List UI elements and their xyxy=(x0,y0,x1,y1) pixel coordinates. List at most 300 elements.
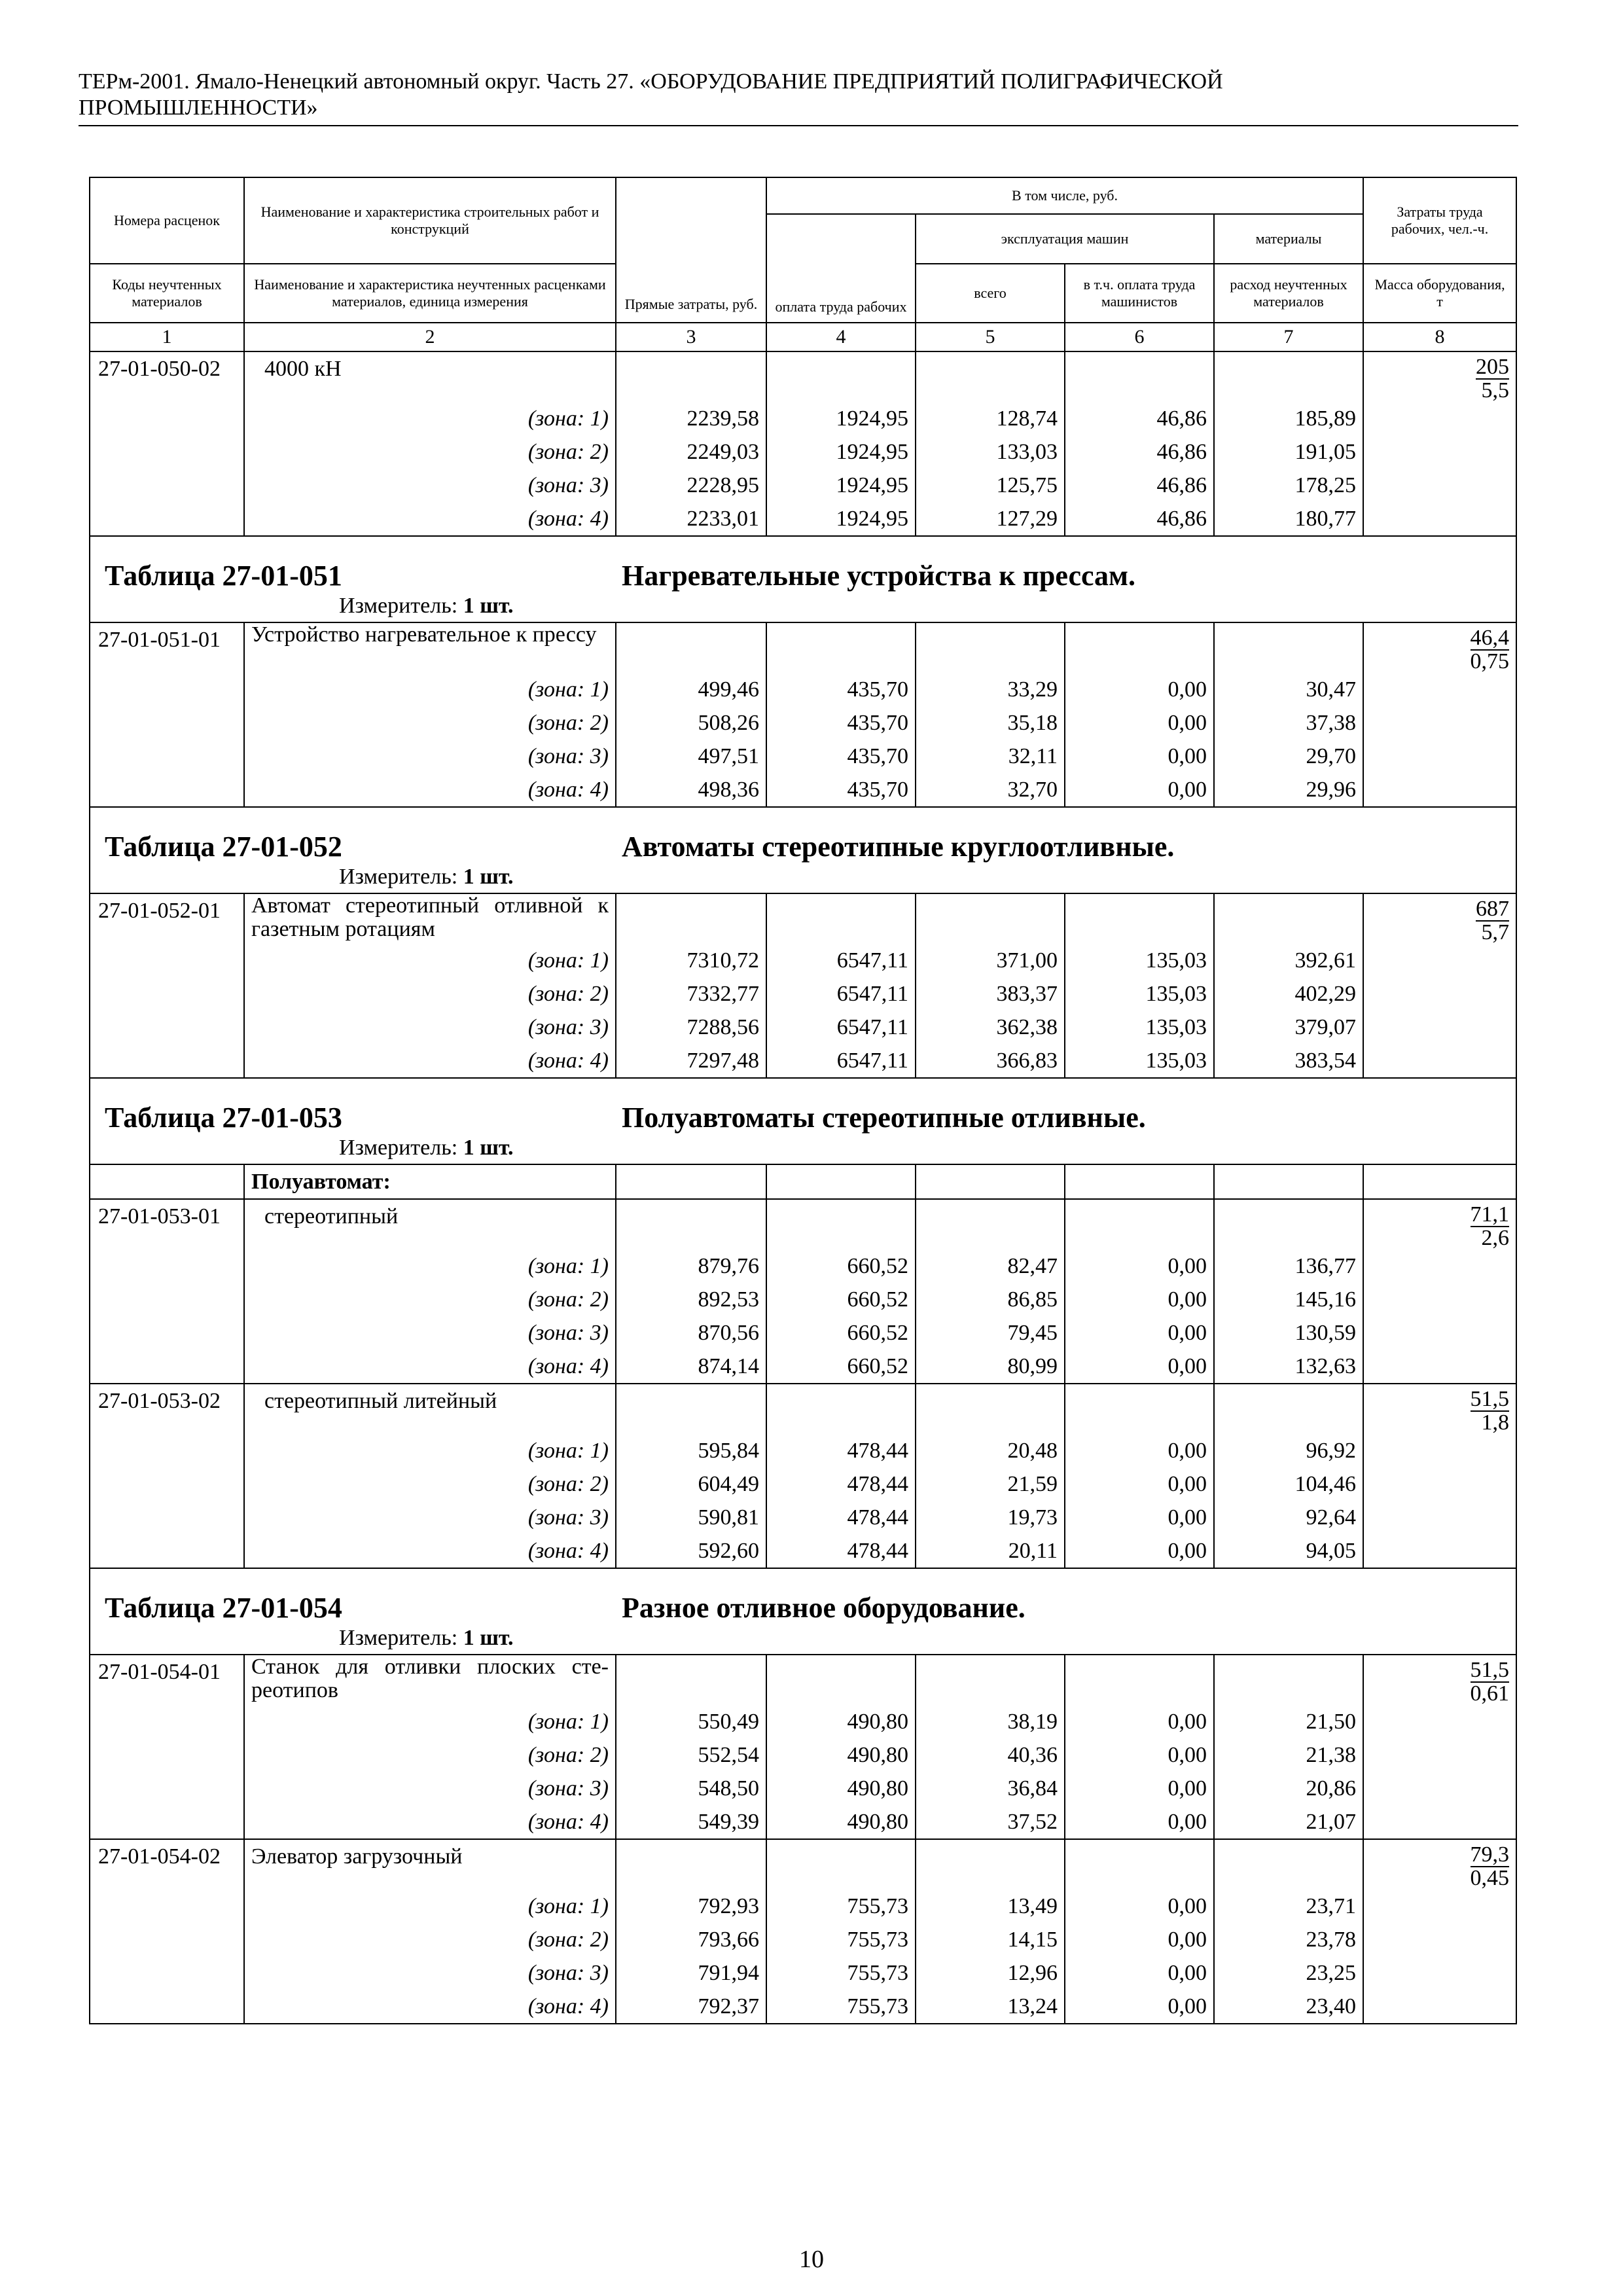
zone-label: (зона: 2) xyxy=(244,706,616,740)
header-line-1: ТЕРм-2001. Ямало-Ненецкий автономный округ. Часть 27. «ОБОРУДОВАНИЕ ПРЕДПРИЯТИЙ ПОЛИГРАФИЧЕСКОЙ xyxy=(79,69,1223,94)
column-number: 8 xyxy=(1363,323,1516,351)
column-number: 2 xyxy=(244,323,616,351)
zone-row xyxy=(90,673,1516,706)
zone-value: 92,64 xyxy=(1214,1501,1363,1534)
zone-label: (зона: 1) xyxy=(244,944,616,977)
labor-value: 687 xyxy=(1476,897,1510,921)
zone-row xyxy=(90,1011,1516,1044)
zone-value: 133,03 xyxy=(916,435,1065,469)
zone-row xyxy=(90,1923,1516,1956)
item-name: Автомат стереотипный отливной к газетным ротациям xyxy=(244,894,616,944)
zone-value: 0,00 xyxy=(1065,1772,1214,1805)
header-vtch: в т.ч. оплата труда машинистов xyxy=(1065,264,1214,323)
zone-row xyxy=(90,1890,1516,1923)
item-row xyxy=(90,623,1516,673)
labor-mass-cell xyxy=(1363,1655,1516,1705)
item-row xyxy=(90,1655,1516,1705)
header-rashod: расход неучтенных материалов xyxy=(1214,264,1363,323)
zone-value: 32,11 xyxy=(916,740,1065,773)
zone-row xyxy=(90,1316,1516,1350)
zone-value: 490,80 xyxy=(766,1772,916,1805)
zone-label: (зона: 4) xyxy=(244,502,616,536)
zone-row xyxy=(90,740,1516,773)
zone-value: 191,05 xyxy=(1214,435,1363,469)
column-number: 4 xyxy=(766,323,916,351)
zone-value: 20,48 xyxy=(916,1434,1065,1467)
item-code: 27-01-054-02 xyxy=(90,1840,244,1890)
mass-value: 1,8 xyxy=(1481,1410,1510,1434)
zone-row xyxy=(90,706,1516,740)
zone-label: (зона: 3) xyxy=(244,1956,616,1990)
zone-row xyxy=(90,1350,1516,1384)
zone-label: (зона: 2) xyxy=(244,977,616,1011)
zone-value: 0,00 xyxy=(1065,1249,1214,1283)
zone-row xyxy=(90,977,1516,1011)
zone-value: 40,36 xyxy=(916,1738,1065,1772)
zone-value: 478,44 xyxy=(766,1501,916,1534)
mass-value: 5,5 xyxy=(1481,378,1510,402)
measure-label: Измеритель: xyxy=(339,865,458,889)
zone-value: 791,94 xyxy=(616,1956,766,1990)
measure-row xyxy=(90,1135,1516,1164)
zone-value: 435,70 xyxy=(766,773,916,807)
zone-label: (зона: 2) xyxy=(244,1467,616,1501)
measure-line xyxy=(90,1625,1516,1655)
column-numbers-row xyxy=(90,323,1516,351)
zone-row xyxy=(90,1772,1516,1805)
zone-value: 36,84 xyxy=(916,1772,1065,1805)
column-number: 7 xyxy=(1214,323,1363,351)
zone-value: 127,29 xyxy=(916,502,1065,536)
table-title-row xyxy=(90,807,1516,864)
labor-value: 46,4 xyxy=(1470,626,1510,650)
zone-value: 80,99 xyxy=(916,1350,1065,1384)
zone-label: (зона: 1) xyxy=(244,673,616,706)
item-name: Элеватор загрузочный xyxy=(244,1840,616,1890)
zone-value: 874,14 xyxy=(616,1350,766,1384)
item-name: 4000 кН xyxy=(244,352,616,402)
labor-mass-fraction xyxy=(1476,898,1509,944)
zone-value: 29,70 xyxy=(1214,740,1363,773)
item-name: стереотипный xyxy=(244,1200,616,1249)
zone-value: 6547,11 xyxy=(766,1011,916,1044)
labor-mass-fraction xyxy=(1471,627,1510,673)
zone-value: 590,81 xyxy=(616,1501,766,1534)
zone-value: 0,00 xyxy=(1065,773,1214,807)
table-title xyxy=(90,536,1516,593)
zone-row xyxy=(90,1467,1516,1501)
zone-value: 96,92 xyxy=(1214,1434,1363,1467)
zone-value: 755,73 xyxy=(766,1990,916,2024)
header-materialy: материалы xyxy=(1214,214,1363,264)
zone-label: (зона: 1) xyxy=(244,1434,616,1467)
zone-value: 32,70 xyxy=(916,773,1065,807)
zone-label: (зона: 4) xyxy=(244,1990,616,2024)
zone-value: 0,00 xyxy=(1065,1534,1214,1568)
zone-row xyxy=(90,469,1516,502)
column-number: 6 xyxy=(1065,323,1214,351)
zone-value: 879,76 xyxy=(616,1249,766,1283)
zone-value: 86,85 xyxy=(916,1283,1065,1316)
zone-value: 7297,48 xyxy=(616,1044,766,1078)
zone-label: (зона: 3) xyxy=(244,1501,616,1534)
item-code: 27-01-053-02 xyxy=(90,1384,244,1434)
measure-value: 1 шт. xyxy=(463,594,514,618)
zone-label: (зона: 4) xyxy=(244,1350,616,1384)
zone-value: 490,80 xyxy=(766,1805,916,1839)
zone-value: 19,73 xyxy=(916,1501,1065,1534)
measure-row xyxy=(90,593,1516,622)
zone-value: 21,38 xyxy=(1214,1738,1363,1772)
header-v-tom-chisle: В том числе, руб. xyxy=(766,177,1363,214)
labor-mass-fraction xyxy=(1476,356,1509,402)
zone-value: 20,86 xyxy=(1214,1772,1363,1805)
zone-value: 508,26 xyxy=(616,706,766,740)
zone-row xyxy=(90,1738,1516,1772)
zone-label: (зона: 4) xyxy=(244,773,616,807)
zone-value: 29,96 xyxy=(1214,773,1363,807)
zone-value: 870,56 xyxy=(616,1316,766,1350)
group-label: Полуавтомат: xyxy=(244,1165,616,1199)
zone-value: 21,59 xyxy=(916,1467,1065,1501)
page-number: 10 xyxy=(799,2246,824,2273)
header-zatraty: Затраты труда рабочих, чел.-ч. xyxy=(1363,177,1516,264)
zone-value: 135,03 xyxy=(1065,1011,1214,1044)
zone-label: (зона: 2) xyxy=(244,1738,616,1772)
zone-row xyxy=(90,1249,1516,1283)
zone-value: 94,05 xyxy=(1214,1534,1363,1568)
zone-value: 0,00 xyxy=(1065,1890,1214,1923)
item-code: 27-01-054-01 xyxy=(90,1655,244,1705)
measure-row xyxy=(90,1625,1516,1655)
zone-value: 499,46 xyxy=(616,673,766,706)
item-name: Станок для отливки плоских сте-реотипов xyxy=(244,1655,616,1705)
zone-value: 792,37 xyxy=(616,1990,766,2024)
header-naimenovanie-2: Наименование и характеристика неучтенных расценками материалов, единица измерения xyxy=(244,264,616,323)
zone-value: 490,80 xyxy=(766,1705,916,1738)
zone-value: 2249,03 xyxy=(616,435,766,469)
zone-label: (зона: 3) xyxy=(244,1011,616,1044)
zone-value: 0,00 xyxy=(1065,1467,1214,1501)
labor-value: 51,5 xyxy=(1470,1387,1510,1411)
zone-label: (зона: 1) xyxy=(244,1249,616,1283)
zone-value: 478,44 xyxy=(766,1534,916,1568)
zone-label: (зона: 4) xyxy=(244,1044,616,1078)
table-title xyxy=(90,1568,1516,1625)
labor-mass-fraction xyxy=(1471,1204,1510,1249)
zone-value: 435,70 xyxy=(766,706,916,740)
table-title xyxy=(90,807,1516,864)
zone-value: 755,73 xyxy=(766,1923,916,1956)
zone-value: 755,73 xyxy=(766,1890,916,1923)
table-title-text: Полуавтоматы стереотипные отливные. xyxy=(622,1102,1146,1134)
zone-value: 660,52 xyxy=(766,1249,916,1283)
zone-value: 20,11 xyxy=(916,1534,1065,1568)
zone-value: 383,37 xyxy=(916,977,1065,1011)
zone-row xyxy=(90,1805,1516,1839)
column-number: 1 xyxy=(90,323,244,351)
zone-value: 21,50 xyxy=(1214,1705,1363,1738)
document-header xyxy=(79,69,1518,126)
zone-value: 37,52 xyxy=(916,1805,1065,1839)
zone-value: 7288,56 xyxy=(616,1011,766,1044)
zone-value: 0,00 xyxy=(1065,1283,1214,1316)
zone-value: 0,00 xyxy=(1065,1350,1214,1384)
zone-value: 1924,95 xyxy=(766,502,916,536)
zone-value: 793,66 xyxy=(616,1923,766,1956)
zone-value: 135,03 xyxy=(1065,977,1214,1011)
zone-value: 14,15 xyxy=(916,1923,1065,1956)
zone-value: 2233,01 xyxy=(616,502,766,536)
header-kody: Коды неучтенных материалов xyxy=(90,264,244,323)
zone-value: 13,49 xyxy=(916,1890,1065,1923)
zone-value: 0,00 xyxy=(1065,740,1214,773)
zone-value: 12,96 xyxy=(916,1956,1065,1990)
zone-value: 178,25 xyxy=(1214,469,1363,502)
zone-value: 38,19 xyxy=(916,1705,1065,1738)
labor-mass-cell xyxy=(1363,352,1516,402)
zone-value: 46,86 xyxy=(1065,469,1214,502)
zone-value: 128,74 xyxy=(916,402,1065,435)
zone-value: 0,00 xyxy=(1065,1316,1214,1350)
zone-value: 46,86 xyxy=(1065,435,1214,469)
table-body xyxy=(90,351,1516,2024)
zone-value: 13,24 xyxy=(916,1990,1065,2024)
item-name: стереотипный литейный xyxy=(244,1384,616,1434)
header-pryamye: Прямые затраты, руб. xyxy=(616,177,766,323)
zone-value: 7310,72 xyxy=(616,944,766,977)
zone-value: 6547,11 xyxy=(766,1044,916,1078)
item-row xyxy=(90,1840,1516,1890)
zone-row xyxy=(90,502,1516,536)
zone-row xyxy=(90,944,1516,977)
measure-line xyxy=(90,593,1516,622)
zone-value: 892,53 xyxy=(616,1283,766,1316)
zone-value: 135,03 xyxy=(1065,944,1214,977)
zone-label: (зона: 2) xyxy=(244,1923,616,1956)
measure-label: Измеритель: xyxy=(339,594,458,618)
table-number: Таблица 27-01-053 xyxy=(105,1102,342,1134)
zone-value: 490,80 xyxy=(766,1738,916,1772)
zone-value: 23,25 xyxy=(1214,1956,1363,1990)
zone-value: 145,16 xyxy=(1214,1283,1363,1316)
zone-value: 37,38 xyxy=(1214,706,1363,740)
item-row xyxy=(90,352,1516,402)
table-title-row xyxy=(90,1078,1516,1135)
zone-value: 497,51 xyxy=(616,740,766,773)
zone-value: 21,07 xyxy=(1214,1805,1363,1839)
zone-value: 371,00 xyxy=(916,944,1065,977)
zone-value: 135,03 xyxy=(1065,1044,1214,1078)
labor-value: 71,1 xyxy=(1470,1202,1510,1227)
item-name: Устройство нагревательное к прессу xyxy=(244,623,616,673)
zone-value: 6547,11 xyxy=(766,977,916,1011)
zone-value: 7332,77 xyxy=(616,977,766,1011)
zone-row xyxy=(90,1956,1516,1990)
table-title-text: Автоматы стереотипные круглоотливные. xyxy=(622,831,1175,863)
zone-value: 0,00 xyxy=(1065,706,1214,740)
zone-value: 136,77 xyxy=(1214,1249,1363,1283)
zone-value: 362,38 xyxy=(916,1011,1065,1044)
zone-value: 46,86 xyxy=(1065,502,1214,536)
header-line-2: ПРОМЫШЛЕННОСТИ» xyxy=(79,96,318,120)
zone-label: (зона: 1) xyxy=(244,1705,616,1738)
header-massa: Масса оборудования, т xyxy=(1363,264,1516,323)
zone-label: (зона: 2) xyxy=(244,435,616,469)
zone-row xyxy=(90,435,1516,469)
mass-value: 2,6 xyxy=(1481,1226,1510,1249)
labor-value: 51,5 xyxy=(1470,1658,1510,1682)
zone-value: 792,93 xyxy=(616,1890,766,1923)
measure-row xyxy=(90,864,1516,893)
zone-value: 82,47 xyxy=(916,1249,1065,1283)
zone-value: 383,54 xyxy=(1214,1044,1363,1078)
zone-value: 0,00 xyxy=(1065,1434,1214,1467)
zone-label: (зона: 3) xyxy=(244,1316,616,1350)
zone-value: 498,36 xyxy=(616,773,766,807)
item-code: 27-01-050-02 xyxy=(90,352,244,402)
zone-value: 435,70 xyxy=(766,673,916,706)
zone-value: 755,73 xyxy=(766,1956,916,1990)
zone-value: 1924,95 xyxy=(766,402,916,435)
labor-mass-cell xyxy=(1363,894,1516,944)
header-nomera: Номера расценок xyxy=(90,177,244,264)
table-number: Таблица 27-01-052 xyxy=(105,831,342,863)
zone-row xyxy=(90,1044,1516,1078)
zone-value: 79,45 xyxy=(916,1316,1065,1350)
zone-label: (зона: 3) xyxy=(244,740,616,773)
zone-value: 435,70 xyxy=(766,740,916,773)
zone-value: 0,00 xyxy=(1065,1705,1214,1738)
measure-label: Измеритель: xyxy=(339,1626,458,1650)
zone-label: (зона: 3) xyxy=(244,469,616,502)
zone-value: 130,59 xyxy=(1214,1316,1363,1350)
group-row xyxy=(90,1165,1516,1199)
zone-label: (зона: 1) xyxy=(244,1890,616,1923)
table-title-row xyxy=(90,1568,1516,1625)
zone-value: 548,50 xyxy=(616,1772,766,1805)
zone-label: (зона: 4) xyxy=(244,1534,616,1568)
zone-value: 30,47 xyxy=(1214,673,1363,706)
mass-value: 0,61 xyxy=(1470,1681,1510,1705)
zone-value: 0,00 xyxy=(1065,1956,1214,1990)
column-number: 3 xyxy=(616,323,766,351)
zone-value: 379,07 xyxy=(1214,1011,1363,1044)
labor-mass-cell xyxy=(1363,1840,1516,1890)
zone-value: 0,00 xyxy=(1065,1923,1214,1956)
zone-value: 549,39 xyxy=(616,1805,766,1839)
zone-value: 0,00 xyxy=(1065,673,1214,706)
zone-value: 1924,95 xyxy=(766,435,916,469)
zone-value: 46,86 xyxy=(1065,402,1214,435)
measure-value: 1 шт. xyxy=(463,1136,514,1160)
labor-mass-cell xyxy=(1363,1384,1516,1434)
zone-value: 2228,95 xyxy=(616,469,766,502)
item-row xyxy=(90,1384,1516,1434)
zone-row xyxy=(90,1990,1516,2024)
mass-value: 0,75 xyxy=(1470,649,1510,673)
mass-value: 0,45 xyxy=(1470,1866,1510,1890)
item-code: 27-01-051-01 xyxy=(90,623,244,673)
zone-value: 23,40 xyxy=(1214,1990,1363,2024)
table-title xyxy=(90,1078,1516,1135)
labor-mass-fraction xyxy=(1471,1388,1510,1434)
zone-value: 592,60 xyxy=(616,1534,766,1568)
zone-value: 23,71 xyxy=(1214,1890,1363,1923)
zone-row xyxy=(90,1705,1516,1738)
zone-row xyxy=(90,402,1516,435)
table-title-text: Нагревательные устройства к прессам. xyxy=(622,560,1136,592)
zone-value: 132,63 xyxy=(1214,1350,1363,1384)
header-ekspluatatsiya: эксплуатация машин xyxy=(916,214,1214,264)
zone-value: 604,49 xyxy=(616,1467,766,1501)
zone-value: 0,00 xyxy=(1065,1805,1214,1839)
zone-row xyxy=(90,1534,1516,1568)
zone-value: 33,29 xyxy=(916,673,1065,706)
item-row xyxy=(90,894,1516,944)
labor-mass-fraction xyxy=(1471,1844,1510,1890)
labor-value: 205 xyxy=(1476,355,1510,379)
zone-value: 2239,58 xyxy=(616,402,766,435)
labor-mass-cell xyxy=(1363,623,1516,673)
mass-value: 5,7 xyxy=(1481,920,1510,944)
measure-label: Измеритель: xyxy=(339,1136,458,1160)
zone-label: (зона: 3) xyxy=(244,1772,616,1805)
labor-value: 79,3 xyxy=(1470,1842,1510,1867)
zone-value: 392,61 xyxy=(1214,944,1363,977)
table-header xyxy=(90,177,1516,351)
item-row xyxy=(90,1200,1516,1249)
zone-row xyxy=(90,773,1516,807)
zone-value: 660,52 xyxy=(766,1350,916,1384)
zone-value: 595,84 xyxy=(616,1434,766,1467)
zone-value: 366,83 xyxy=(916,1044,1065,1078)
measure-line xyxy=(90,1135,1516,1164)
zone-value: 478,44 xyxy=(766,1434,916,1467)
item-code: 27-01-052-01 xyxy=(90,894,244,944)
zone-value: 104,46 xyxy=(1214,1467,1363,1501)
zone-value: 660,52 xyxy=(766,1283,916,1316)
table-number: Таблица 27-01-054 xyxy=(105,1592,342,1624)
zone-row xyxy=(90,1434,1516,1467)
measure-value: 1 шт. xyxy=(463,1626,514,1650)
zone-value: 552,54 xyxy=(616,1738,766,1772)
zone-value: 180,77 xyxy=(1214,502,1363,536)
table-title-text: Разное отливное оборудование. xyxy=(622,1592,1026,1624)
zone-row xyxy=(90,1501,1516,1534)
measure-line xyxy=(90,864,1516,893)
labor-mass-fraction xyxy=(1471,1659,1510,1705)
zone-value: 478,44 xyxy=(766,1467,916,1501)
zone-value: 402,29 xyxy=(1214,977,1363,1011)
labor-mass-cell xyxy=(1363,1200,1516,1249)
column-number: 5 xyxy=(916,323,1065,351)
zone-value: 6547,11 xyxy=(766,944,916,977)
zone-value: 0,00 xyxy=(1065,1501,1214,1534)
zone-label: (зона: 4) xyxy=(244,1805,616,1839)
table-title-row xyxy=(90,536,1516,593)
zone-value: 35,18 xyxy=(916,706,1065,740)
measure-value: 1 шт. xyxy=(463,865,514,889)
header-oplata: оплата труда рабочих xyxy=(766,214,916,323)
zone-value: 1924,95 xyxy=(766,469,916,502)
zone-label: (зона: 2) xyxy=(244,1283,616,1316)
table-number: Таблица 27-01-051 xyxy=(105,560,342,592)
zone-row xyxy=(90,1283,1516,1316)
zone-value: 125,75 xyxy=(916,469,1065,502)
zone-value: 23,78 xyxy=(1214,1923,1363,1956)
rates-table xyxy=(89,177,1517,2024)
